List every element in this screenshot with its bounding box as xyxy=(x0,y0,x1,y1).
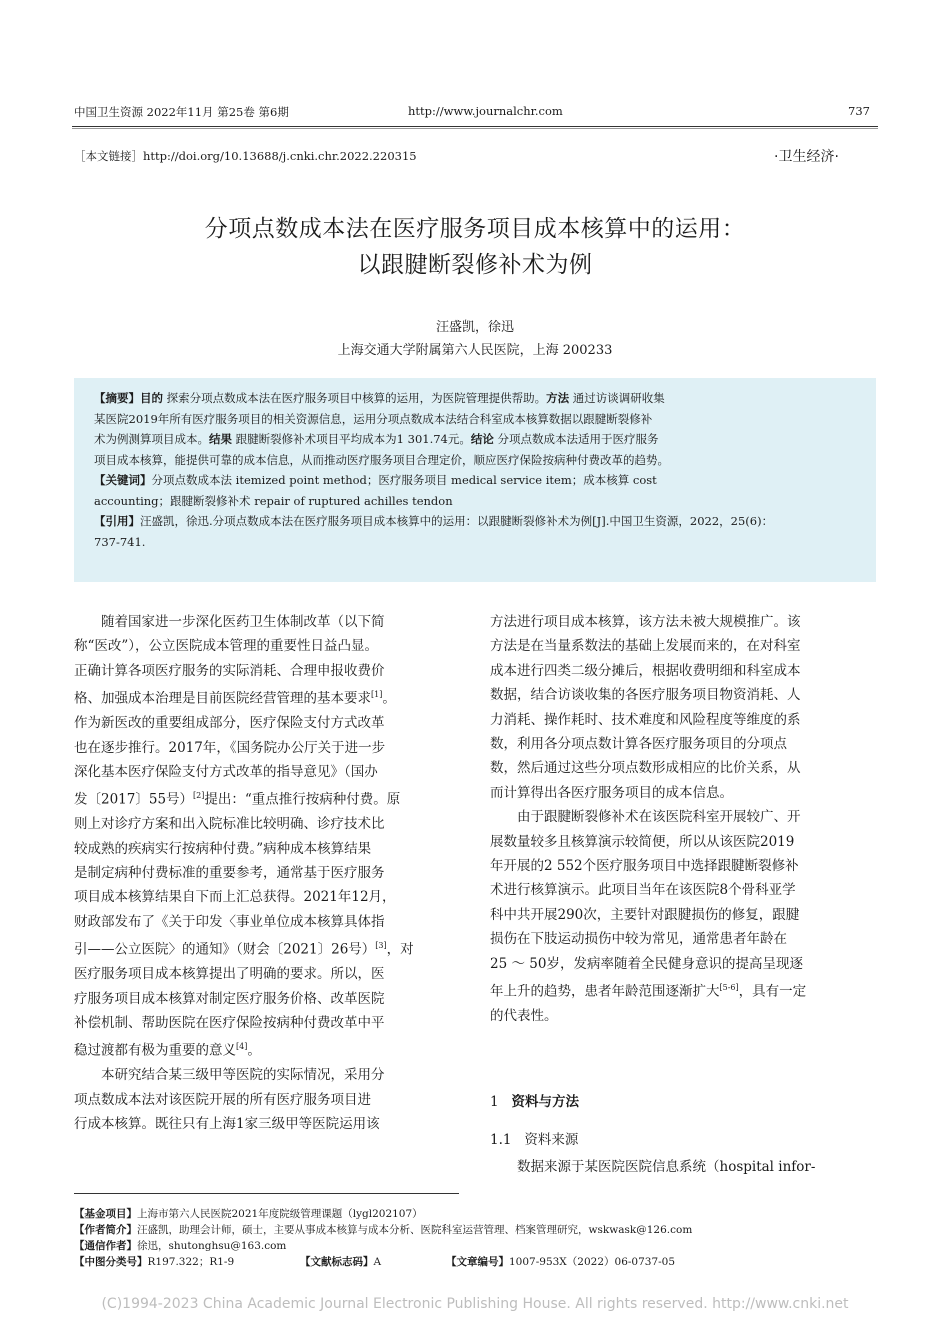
body-line: 发〔2017〕55号）[2]提出：“重点推行按病种付费。原 xyxy=(74,791,401,808)
page-number: 737 xyxy=(848,104,870,118)
body-line: 方法进行项目成本核算，该方法未被大规模推广。该 xyxy=(490,614,801,630)
body-line: 疗服务项目成本核算对制定医疗服务价格、改革医院 xyxy=(74,990,385,1007)
abstract-line xyxy=(94,388,854,408)
body-line: 格、加强成本治理是目前医院经营管理的基本要求[1]。 xyxy=(74,690,396,707)
body-line: 项点数成本法对该医院开展的所有医疗服务项目进 xyxy=(74,1091,371,1108)
abstract-text: 术为例测算项目成本。 xyxy=(94,432,209,446)
abstract-text: 通过访谈调研收集 xyxy=(569,391,665,405)
body-line: 则上对诊疗方案和出入院标准比较明确、诊疗技术比 xyxy=(74,816,385,833)
document-code-text: A xyxy=(373,1256,382,1268)
abstract-label: 【关键词】 xyxy=(94,473,152,487)
abstract-text: 分项点数成本法适用于医疗服务 xyxy=(493,432,659,446)
footnote-rule xyxy=(74,1193,459,1194)
body-line: 是制定病种付费标准的重要参考，通常基于医疗服务 xyxy=(74,865,385,882)
body-line: 也在逐步推行。2017年，《国务院办公厅关于进一步 xyxy=(74,739,386,756)
body-line: 医疗服务项目成本核算提出了明确的要求。所以，医 xyxy=(74,966,385,983)
classification-note xyxy=(74,1254,234,1269)
body-line: 损伤在下肢运动损伤中较为常见，通常患者年龄在 xyxy=(490,931,787,948)
right-column xyxy=(490,610,876,1028)
body-line: 深化基本医疗保险支付方式改革的指导意见》（国办 xyxy=(74,763,378,780)
body-line: 数据，结合访谈收集的各医疗服务项目物资消耗、人 xyxy=(490,687,801,704)
header-rule xyxy=(72,126,878,127)
abstract-line xyxy=(94,409,854,429)
abstract-line xyxy=(94,429,854,449)
abstract-text: 737-741. xyxy=(94,534,146,549)
body-line: 正确计算各项医疗服务的实际消耗、合理申报收费价 xyxy=(74,662,385,679)
correspondence-label: 【通信作者】 xyxy=(74,1240,137,1252)
body-line: 年开展的2 552个医疗服务项目中选择跟腱断裂修补 xyxy=(490,858,799,875)
journal-url[interactable]: http://www.journalchr.com xyxy=(408,104,563,118)
doi-url[interactable]: http://doi.org/10.13688/j.cnki.chr.2022.220315 xyxy=(143,149,417,163)
body-line: 力消耗、操作耗时、技术难度和风险程度等维度的系 xyxy=(490,711,801,728)
body-line: 财政部发布了《关于印发〈事业单位成本核算具体指 xyxy=(74,913,385,930)
abstract-label: 【摘要】目的 xyxy=(94,391,163,405)
article-number-text: 1007-953X（2022）06-0737-05 xyxy=(509,1256,676,1268)
article-number-note xyxy=(446,1254,675,1269)
body-line: 科中共开展290次，主要针对跟腱损伤的修复，跟腱 xyxy=(490,906,800,923)
citation-ref[interactable]: [2] xyxy=(193,791,205,801)
body-line: 成本进行四类二级分摊后，根据收费明细和科室成本 xyxy=(490,662,801,679)
title-line-2: 以跟腱断裂修补术为例 xyxy=(357,252,593,278)
body-line: 项目成本核算结果自下而上汇总获得。2021年12月， xyxy=(74,889,396,906)
body-line: 稳过渡都有极为重要的意义[4]。 xyxy=(74,1042,261,1059)
section-label: ·卫生经济· xyxy=(774,149,839,165)
abstract-label: 结论 xyxy=(470,432,494,446)
section-1-heading xyxy=(490,1090,579,1110)
body-line: 作为新医改的重要组成部分，医疗保险支付方式改革 xyxy=(74,715,385,732)
journal-info: 中国卫生资源 2022年11月 第25卷 第6期 xyxy=(74,105,289,119)
fund-note xyxy=(74,1206,423,1221)
body-line: 较成熟的疾病实行按病种付费。”病种成本核算结果 xyxy=(74,840,372,857)
body-line: 称“医改”），公立医院成本管理的重要性日益凸显。 xyxy=(74,638,379,655)
abstract-line xyxy=(94,491,854,511)
abstract-text: 项目成本核算，能提供可靠的成本信息，从而推动医疗服务项目合理定价，顺应医疗保险按病种付费改革的趋势。 xyxy=(94,452,669,467)
body-line: 展数量较多且核算演示较简便，所以从该医院2019 xyxy=(490,833,795,850)
citation-ref[interactable]: [5-6] xyxy=(719,983,739,993)
abstract-text: 汪盛凯，徐迅.分项点数成本法在医疗服务项目成本核算中的运用：以跟腱断裂修补术为例[J].中国卫生资源，2022，25(6)： xyxy=(140,514,774,528)
author-label: 【作者简介】 xyxy=(74,1224,137,1236)
doi-link[interactable] xyxy=(74,148,417,164)
body-line: 数，然后通过这些分项点数形成相应的比价关系，从 xyxy=(490,760,801,777)
author-text: 汪盛凯，助理会计师，硕士，主要从事成本核算与成本分析、医院科室运营管理、档案管理研究，wskwask@126.com xyxy=(137,1224,693,1236)
body-line: 而计算得出各医疗服务项目的成本信息。 xyxy=(490,784,733,801)
abstract-text: 某医院2019年所有医疗服务项目的相关资源信息，运用分项点数成本法结合科室成本核算数据以跟腱断裂修补 xyxy=(94,411,653,426)
section-1-number: 1 xyxy=(490,1094,499,1110)
body-line: 行成本核算。既往只有上海1家三级甲等医院运用该 xyxy=(74,1116,380,1133)
author-note xyxy=(74,1222,692,1237)
abstract-text: 探索分项点数成本法在医疗服务项目中核算的运用，为医院管理提供帮助。 xyxy=(163,391,547,405)
abstract-line xyxy=(94,450,854,470)
abstract-label: 【引用】 xyxy=(94,514,140,528)
article-number-label: 【文章编号】 xyxy=(446,1256,509,1268)
fund-text: 上海市第六人民医院2021年度院级管理课题（lygl202107） xyxy=(137,1208,423,1220)
classification-text: R197.322；R1-9 xyxy=(147,1256,235,1268)
section-1-1-heading xyxy=(490,1128,578,1148)
section-1-1-text xyxy=(490,1155,876,1175)
section-1-1-line: 数据来源于某医院医院信息系统（hospital infor- xyxy=(517,1159,816,1175)
body-line: 引——公立医院〉的通知》（财会〔2021〕26号）[3]，对 xyxy=(74,941,414,958)
body-line: 本研究结合某三级甲等医院的实际情况，采用分 xyxy=(101,1067,385,1084)
abstract-text: 跟腱断裂修补术项目平均成本为1 301.74元。 xyxy=(232,432,471,446)
body-line: 由于跟腱断裂修补术在该医院科室开展较广、开 xyxy=(517,809,801,826)
correspondence-note xyxy=(74,1238,286,1253)
section-1-1-title: 资料来源 xyxy=(524,1132,579,1148)
abstract-line xyxy=(94,532,854,552)
header-rule-thin xyxy=(72,128,878,129)
abstract-text: 分项点数成本法 itemized point method；医疗服务项目 medical service item；成本核算 cost xyxy=(151,473,657,487)
abstract-label: 方法 xyxy=(546,391,570,405)
body-line: 方法是在当量系数法的基础上发展而来的，在对科室 xyxy=(490,638,801,655)
authors: 汪盛凯，徐迅 xyxy=(435,320,514,335)
doi-label: ［本文链接］ xyxy=(74,149,143,163)
abstract-line xyxy=(94,511,854,531)
abstract-line xyxy=(94,470,854,490)
citation-ref[interactable]: [3] xyxy=(375,941,387,951)
left-column xyxy=(74,610,460,1137)
classification-label: 【中图分类号】 xyxy=(74,1256,148,1268)
body-line: 的代表性。 xyxy=(490,1008,558,1024)
fund-label: 【基金项目】 xyxy=(74,1208,137,1220)
body-line: 术进行核算演示。此项目当年在该医院8个骨科亚学 xyxy=(490,882,796,899)
section-1-1-number: 1.1 xyxy=(490,1132,512,1148)
watermark: (C)1994-2023 China Academic Journal Electronic Publishing House. All rights reserved. http://www.cnki.net xyxy=(101,1296,849,1312)
body-line: 年上升的趋势，患者年龄范围逐渐扩大[5-6]，具有一定 xyxy=(490,983,807,1000)
document-code-label: 【文献标志码】 xyxy=(300,1256,374,1268)
title-line-1: 分项点数成本法在医疗服务项目成本核算中的运用： xyxy=(204,216,746,242)
abstract-label: 结果 xyxy=(209,432,232,446)
body-line: 随着国家进一步深化医药卫生体制改革（以下简 xyxy=(101,614,385,630)
document-code-note xyxy=(300,1254,381,1269)
body-line: 数，利用各分项点数计算各医疗服务项目的分项点 xyxy=(490,736,787,753)
correspondence-text: 徐迅，shutonghsu@163.com xyxy=(137,1240,287,1252)
section-1-title: 资料与方法 xyxy=(511,1094,579,1110)
body-line: 补偿机制、帮助医院在医疗保险按病种付费改革中平 xyxy=(74,1015,385,1031)
abstract-text: accounting；跟腱断裂修补术 repair of ruptured achilles tendon xyxy=(94,493,453,508)
citation-ref[interactable]: [1] xyxy=(371,690,383,700)
citation-ref[interactable]: [4] xyxy=(236,1042,248,1052)
affiliation: 上海交通大学附属第六人民医院，上海 200233 xyxy=(337,343,613,358)
body-line: 25 ～ 50岁，发病率随着全民健身意识的提高呈现逐 xyxy=(490,955,803,972)
